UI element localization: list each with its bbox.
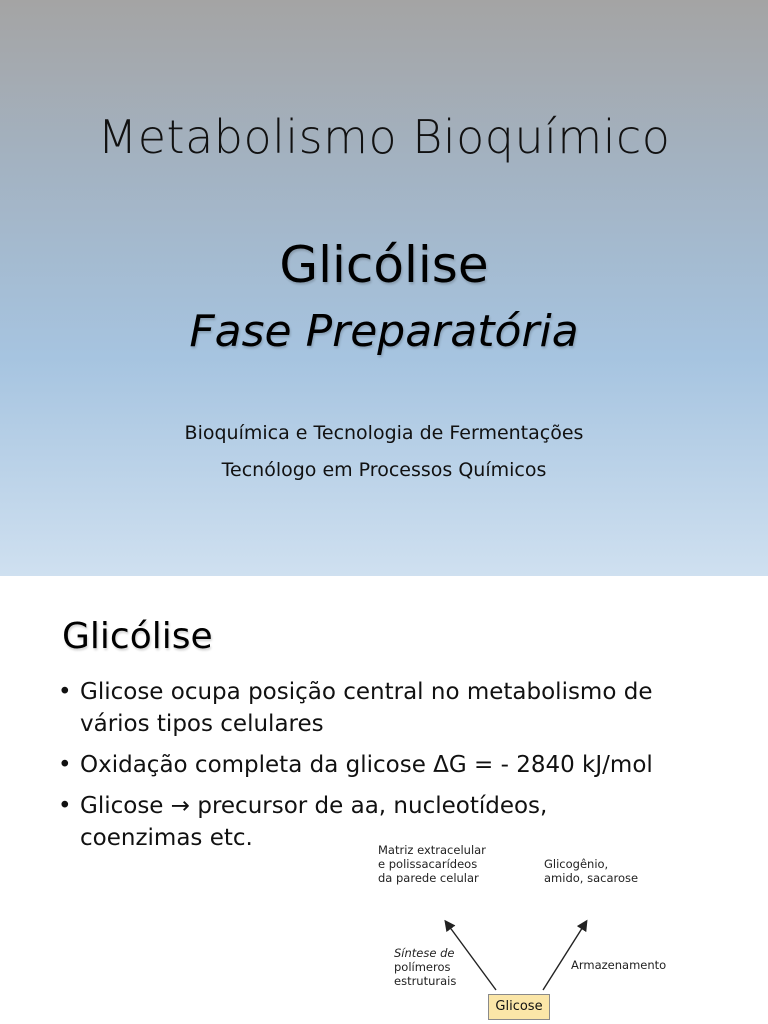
bullet-item: [58, 676, 698, 740]
bullet-icon: •: [58, 793, 72, 819]
course-name: Bioquímica e Tecnologia de Fermentações: [184, 422, 584, 444]
slide-subtitle: Fase Preparatória: [189, 306, 579, 357]
content-title: Glicólise: [62, 616, 213, 657]
bullet-text: Glicose → precursor de aa, nucleotídeos,: [80, 793, 548, 819]
arrow-to-storage: [543, 922, 586, 990]
bullet-text: Oxidação completa da glicose ΔG = - 2840 kJ/mol: [80, 752, 653, 778]
program-name: Tecnólogo em Processos Químicos: [221, 459, 547, 481]
bullet-item: [58, 749, 698, 781]
structural-products-label: Matriz extracelular e polissacarídeos da parede celular: [378, 843, 486, 885]
bullet-text-continued: vários tipos celulares: [80, 711, 324, 737]
storage-process-label: Armazenamento: [571, 958, 667, 972]
content-slide: [0, 576, 768, 1024]
structural-synthesis-label: Síntese de polímeros estruturais: [394, 946, 457, 988]
glucose-fate-diagram: [360, 843, 680, 1024]
main-title: Metabolismo Bioquímico: [97, 110, 671, 164]
bullet-text: Glicose ocupa posição central no metabolismo de: [80, 679, 653, 705]
glucose-box: Glicose: [488, 994, 550, 1020]
slide-title: Glicólise: [279, 236, 489, 294]
bullet-list: [58, 676, 698, 863]
bullet-icon: •: [58, 679, 72, 705]
bullet-icon: •: [58, 752, 72, 778]
storage-products-label: Glicogênio, amido, sacarose: [544, 857, 639, 885]
bullet-text-continued: coenzimas etc.: [80, 825, 253, 851]
